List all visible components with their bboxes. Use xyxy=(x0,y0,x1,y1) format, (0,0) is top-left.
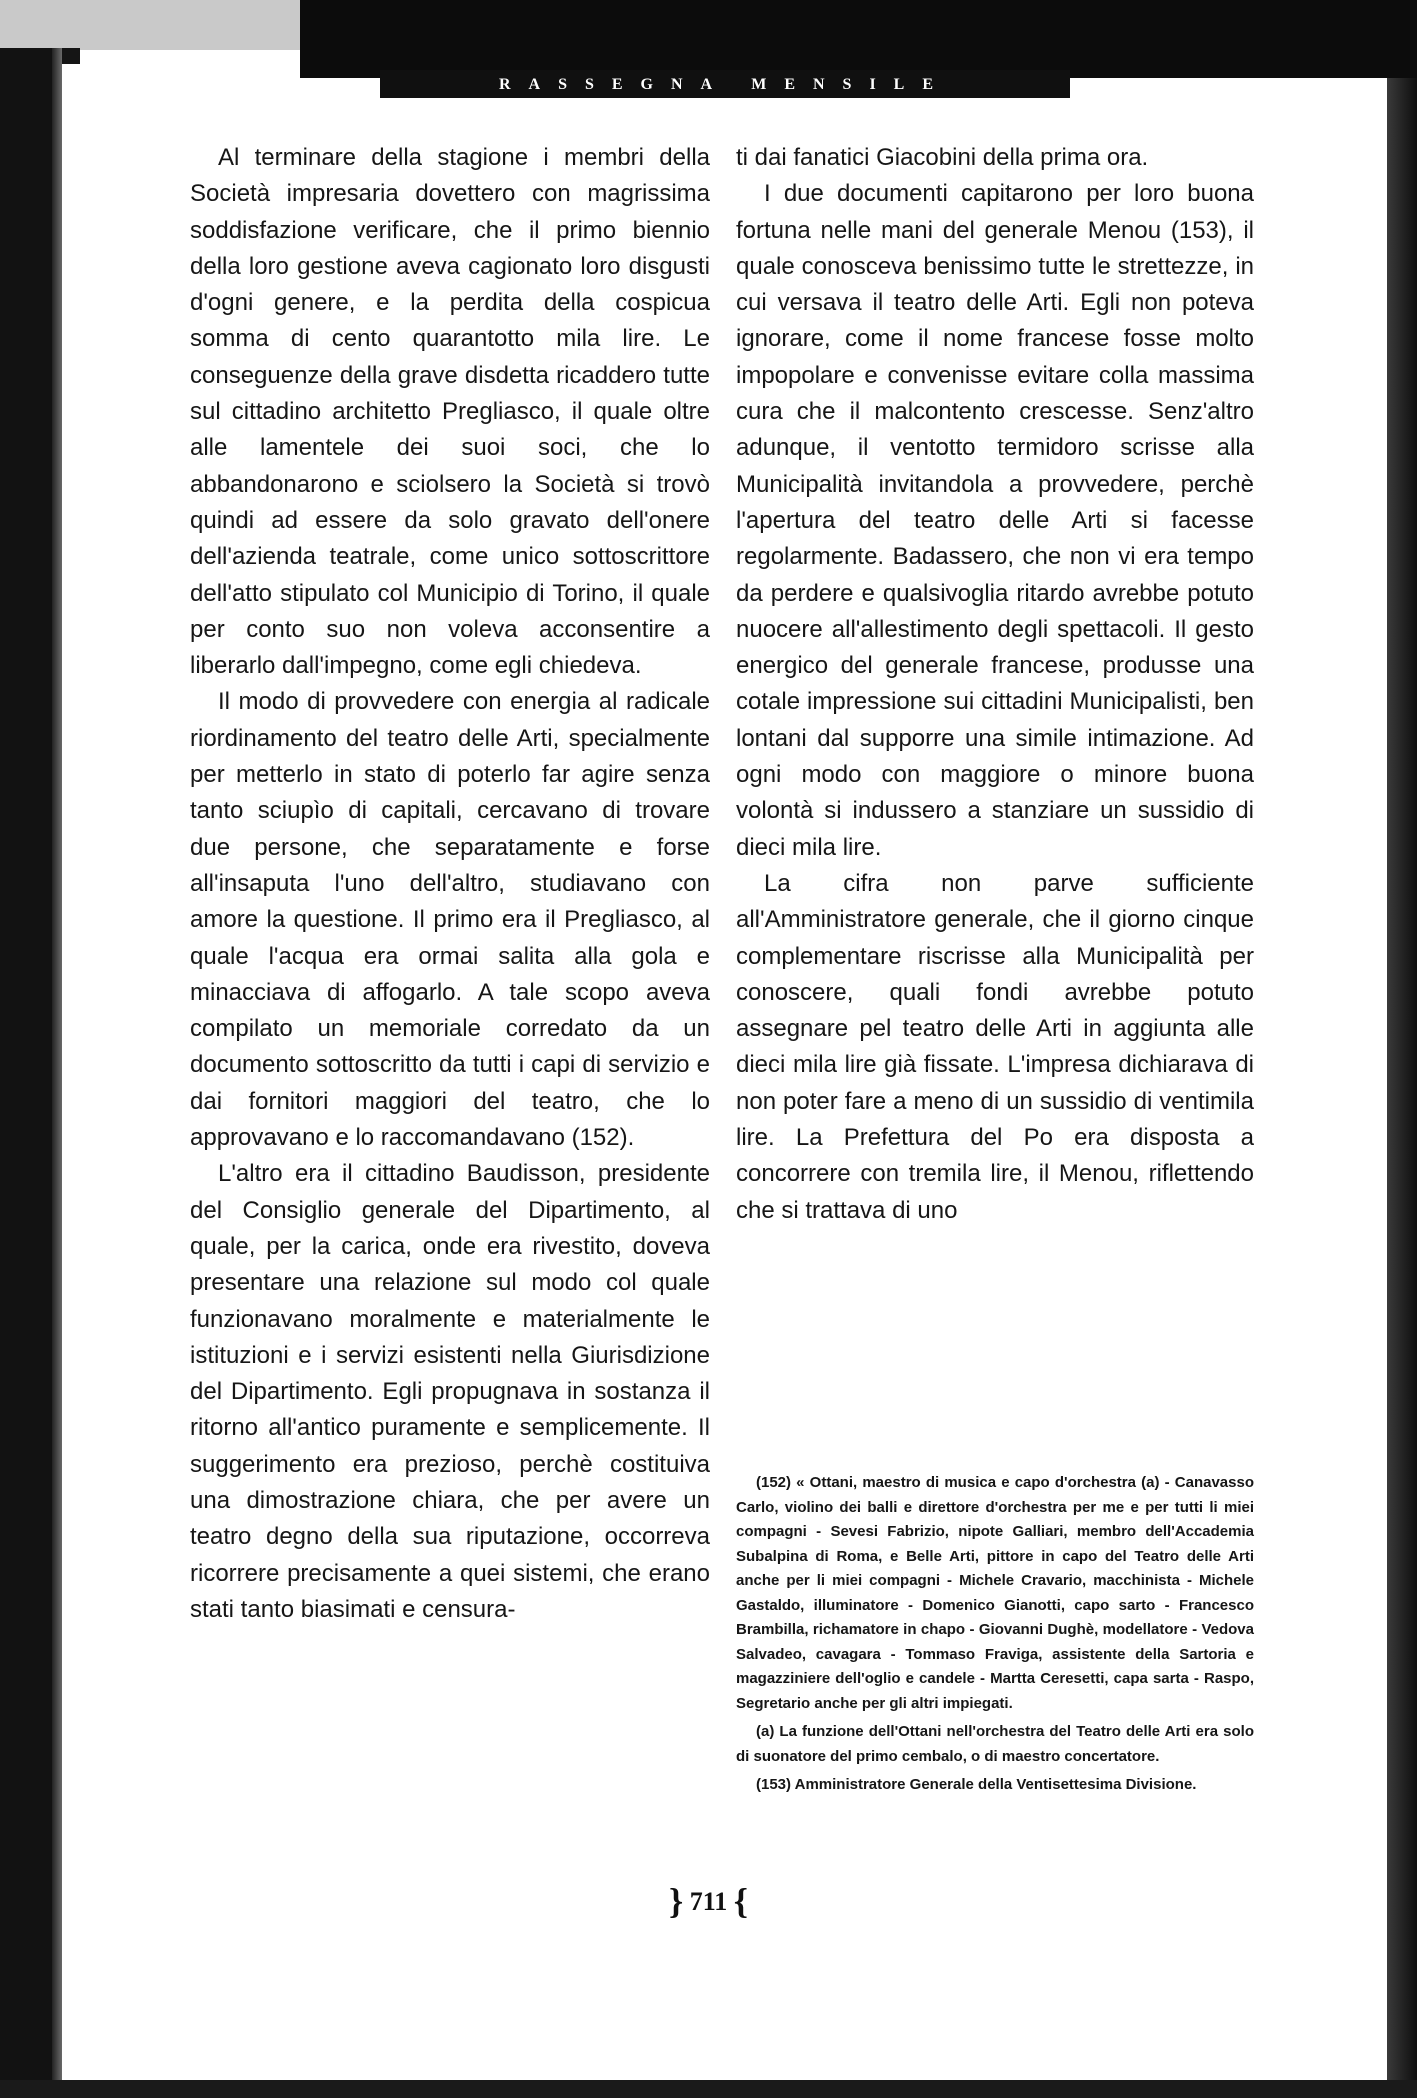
footnote-152: (152) « Ottani, maestro di musica e capo d'orchestra (a) - Canavasso Carlo, violino dei balli e direttore d'orchestra per me e per tutti li miei compagni - Sevesi Fabrizio, nipote Galliari, membro dell'Accademia Subalpina di Roma, e Belle Arti, pittore in capo del Teatro delle Arti anche per li miei compagni - Michele Cravario, macchinista - Michele Gastaldo, illuminatore - Domenico Gianotti, capo sarto - Francesco Brambilla, richamatore in chapo - Giovanni Dughè, modellatore - Vedova Salvadeo, cavagara - Tommaso Fraviga, assistente della Sartoria e magazziniere dell'oglio e candele - Martta Ceresetti, capa sarta - Raspo, Segretario anche per gli altri impiegati. xyxy=(736,1474,1254,1712)
footnote-153: (153) Amministratore Generale della Ventisettesima Divisione. xyxy=(756,1776,1197,1793)
right-paragraph-1: ti dai fanatici Giacobini della prima ora. xyxy=(736,144,1149,171)
page-number: 711 xyxy=(689,1887,728,1916)
scan-border-top xyxy=(300,0,1417,78)
scan-border-left xyxy=(0,48,60,2098)
right-paragraph-2: I due documenti capitarono per loro buona fortuna nelle mani del generale Menou (153), il quale conosceva benissimo tutte le strettezze, in cui versava il teatro delle Arti. Egli non poteva ignorare, come il nome francese fosse molto impopolare e convenisse evitare colla massima cura che il malcontento crescesse. Senz'altro adunque, il ventotto termidoro scrisse alla Municipalità invitandola a provvedere, perchè l'apertura del teatro delle Arti si facesse regolarmente. Badassero, che non vi era tempo da perdere e qualsivoglia ritardo avrebbe potuto nuocere all'allestimento degli spettacoli. Il gesto energico del generale francese, produsse una cotale impressione sui cittadini Municipalisti, ben lontani dal supporre una simile intimazione. Ad ogni modo con maggiore o minore buona volontà si indussero a stanziare un sussidio di dieci mila lire. xyxy=(736,180,1254,861)
left-column xyxy=(190,140,710,1628)
page-number-block xyxy=(646,1880,771,1922)
right-paragraph-3: La cifra non parve sufficiente all'Amministratore generale, che il giorno cinque complementare riscrisse alla Municipalità per conoscere, quali fondi avrebbe potuto assegnare pel teatro delle Arti in aggiunta alle dieci mila lire già fissate. L'impresa dichiarava di non poter fare a meno di un sussidio di ventimila lire. La Prefettura del Po era disposta a concorrere con tremila lire, il Menou, riflettendo che si trattava di uno xyxy=(736,869,1254,1224)
scan-border-bottom xyxy=(0,2080,1417,2098)
left-brace-ornament-icon: } xyxy=(669,1881,684,1921)
running-header: RASSEGNA MENSILE xyxy=(380,70,1070,98)
scan-border-top-left xyxy=(0,0,300,50)
right-brace-ornament-icon: { xyxy=(733,1881,748,1921)
right-column xyxy=(736,140,1254,1229)
left-paragraph-1: Al terminare della stagione i membri della Società impresaria dovettero con magrissima soddisfazione verificare, che il primo biennio della loro gestione aveva cagionato loro disgusti d'ogni genere, e la perdita della cospicua somma di cento quarantotto mila lire. Le conseguenze della grave disdetta ricaddero tutte sul cittadino architetto Pregliasco, il quale oltre alle lamentele dei suoi soci, che lo abbandonarono e sciolsero la Società si trovò quindi ad essere da solo gravato dell'onere dell'azienda teatrale, come unico sottoscrittore dell'atto stipulato col Municipio di Torino, il quale per conto suo non voleva acconsentire a liberarlo dall'impegno, come egli chiedeva. xyxy=(190,144,710,680)
left-paragraph-2: Il modo di provvedere con energia al radicale riordinamento del teatro delle Arti, specialmente per metterlo in stato di poterlo far agire senza tanto sciupìo di capitali, cercavano di trovare due persone, che separatamente e forse all'insaputa l'uno dell'altro, studiavano con amore la questione. Il primo era il Pregliasco, al quale l'acqua era ormai salita alla gola e minacciava di affogarlo. A tale scopo aveva compilato un memoriale corredato da un documento sottoscritto da tutti i capi di servizio e dai fornitori maggiori del teatro, che lo approvavano e lo raccomandavano (152). xyxy=(190,688,710,1152)
scan-border-right xyxy=(1387,78,1417,2098)
footnotes xyxy=(736,1471,1254,1802)
left-paragraph-3: L'altro era il cittadino Baudisson, presidente del Consiglio generale del Dipartimento, al quale, per la carica, onde era rivestito, doveva presentare una relazione sul modo col quale funzionavano moralmente e materialmente le istituzioni e i servizi esistenti nella Giurisdizione del Dipartimento. Egli propugnava in sostanza il ritorno all'antico puramente e semplicemente. Il suggerimento era prezioso, perchè costituiva una dimostrazione chiara, che per avere un teatro degno della sua riputazione, occorreva ricorrere precisamente a quei sistemi, che erano stati tanto biasimati e censura- xyxy=(190,1160,710,1623)
footnote-a: (a) La funzione dell'Ottani nell'orchestra del Teatro delle Arti era solo di suonatore del primo cembalo, o di maestro concertatore. xyxy=(736,1723,1254,1765)
